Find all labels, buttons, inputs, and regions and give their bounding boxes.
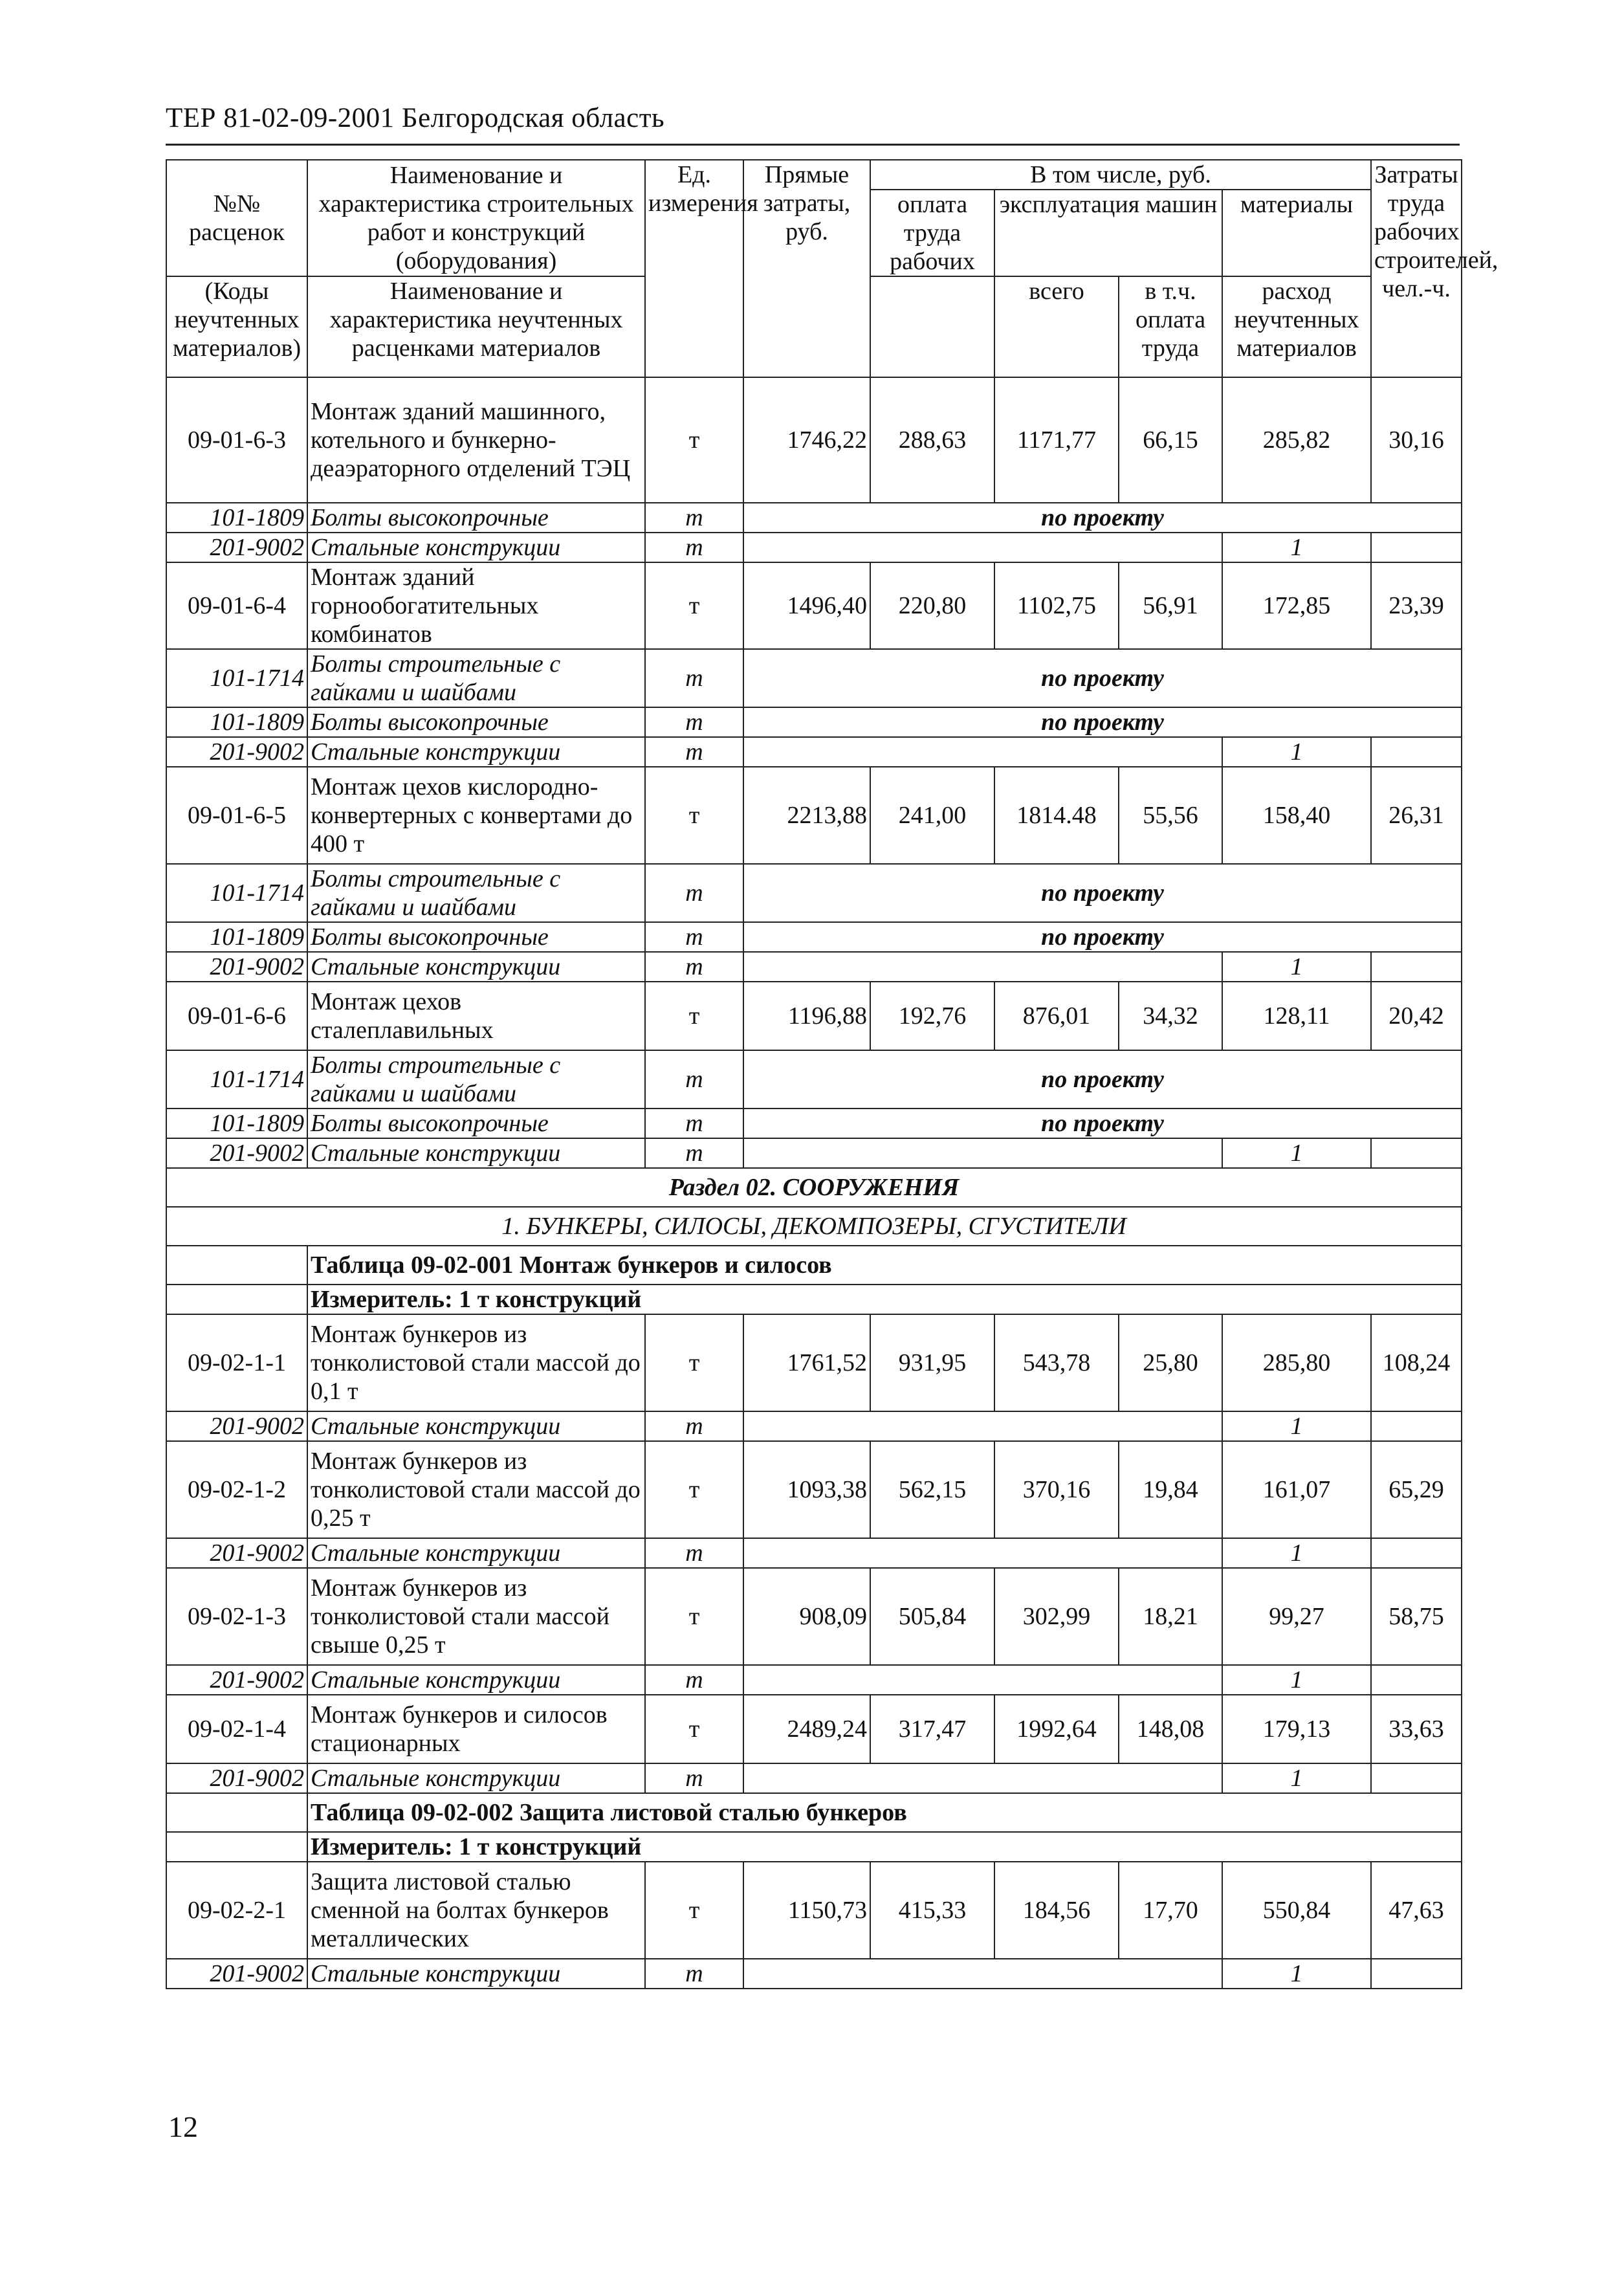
material-unit: т — [645, 1050, 743, 1108]
material-value: 1 — [1222, 1138, 1371, 1168]
rate-wages: 317,47 — [870, 1695, 994, 1763]
col-wages: оплата труда рабочих — [870, 190, 994, 276]
rate-materials: 99,27 — [1222, 1568, 1371, 1665]
rate-name: Монтаж бункеров из тонколистовой стали массой до 0,1 т — [307, 1314, 645, 1411]
rate-unit: т — [645, 982, 743, 1050]
rate-machines-wages: 56,91 — [1119, 562, 1222, 649]
col-name-bottom: Наименование и характеристика неучтенных расценками материалов — [307, 276, 645, 377]
rate-wages: 241,00 — [870, 767, 994, 864]
col-materials-usage: расход неучтенных материалов — [1222, 276, 1371, 377]
material-empty — [743, 1411, 1222, 1441]
table-title: Таблица 09-02-002 Защита листовой сталью бункеров — [307, 1793, 1462, 1832]
material-code: 201-9002 — [166, 1665, 307, 1695]
rate-machines: 543,78 — [994, 1314, 1119, 1411]
col-code-bottom: (Коды неучтенных материалов) — [166, 276, 307, 377]
material-empty — [743, 737, 1222, 767]
rate-materials: 128,11 — [1222, 982, 1371, 1050]
material-code: 101-1714 — [166, 649, 307, 707]
rate-machines-wages: 18,21 — [1119, 1568, 1222, 1665]
page-number: 12 — [168, 2110, 198, 2143]
rate-machines: 370,16 — [994, 1441, 1119, 1538]
material-name: Стальные конструкции — [307, 1763, 645, 1793]
material-code: 201-9002 — [166, 1138, 307, 1168]
rate-materials: 158,40 — [1222, 767, 1371, 864]
material-name: Стальные конструкции — [307, 737, 645, 767]
col-wages-empty — [870, 276, 994, 377]
col-materials: материалы — [1222, 190, 1371, 276]
col-unit: Ед. измерения — [645, 160, 743, 377]
material-value: по проекту — [743, 707, 1462, 737]
material-empty — [1371, 1138, 1462, 1168]
rate-direct: 1150,73 — [743, 1862, 870, 1959]
material-empty — [1371, 533, 1462, 562]
material-name: Болты строительные с гайками и шайбами — [307, 864, 645, 922]
rate-wages: 505,84 — [870, 1568, 994, 1665]
measure-spacer — [166, 1832, 307, 1862]
rate-machines: 184,56 — [994, 1862, 1119, 1959]
material-unit: т — [645, 922, 743, 952]
rate-machines: 1814.48 — [994, 767, 1119, 864]
material-name: Стальные конструкции — [307, 1411, 645, 1441]
material-name: Болты высокопрочные — [307, 707, 645, 737]
material-value: 1 — [1222, 1959, 1371, 1989]
rate-materials: 285,82 — [1222, 377, 1371, 503]
header-rule — [166, 144, 1460, 146]
material-code: 101-1714 — [166, 1050, 307, 1108]
material-unit: т — [645, 649, 743, 707]
material-unit: т — [645, 1959, 743, 1989]
rate-code: 09-01-6-3 — [166, 377, 307, 503]
material-empty — [1371, 1959, 1462, 1989]
rate-machines-wages: 55,56 — [1119, 767, 1222, 864]
material-value: 1 — [1222, 1538, 1371, 1568]
col-name-top: Наименование и характеристика строительных работ и конструкций (оборудования) — [307, 160, 645, 276]
table-title-spacer — [166, 1793, 307, 1832]
material-value: по проекту — [743, 649, 1462, 707]
rate-labor: 65,29 — [1371, 1441, 1462, 1538]
material-value: 1 — [1222, 1763, 1371, 1793]
rate-direct: 1496,40 — [743, 562, 870, 649]
rate-machines-wages: 148,08 — [1119, 1695, 1222, 1763]
rate-code: 09-02-1-1 — [166, 1314, 307, 1411]
col-labor: Затраты труда рабочих строителей, чел.-ч. — [1371, 160, 1462, 377]
material-name: Болты высокопрочные — [307, 1108, 645, 1138]
rate-name: Монтаж цехов сталеплавильных — [307, 982, 645, 1050]
rate-code: 09-02-1-2 — [166, 1441, 307, 1538]
rate-name: Монтаж зданий горнообогатительных комбинатов — [307, 562, 645, 649]
table-title: Таблица 09-02-001 Монтаж бункеров и силосов — [307, 1246, 1462, 1285]
material-empty — [743, 1665, 1222, 1695]
material-code: 101-1809 — [166, 922, 307, 952]
rate-direct: 1761,52 — [743, 1314, 870, 1411]
rate-machines: 1992,64 — [994, 1695, 1119, 1763]
material-value: 1 — [1222, 533, 1371, 562]
rate-labor: 33,63 — [1371, 1695, 1462, 1763]
rate-materials: 172,85 — [1222, 562, 1371, 649]
rate-code: 09-02-1-4 — [166, 1695, 307, 1763]
rate-direct: 1196,88 — [743, 982, 870, 1050]
rate-unit: т — [645, 1568, 743, 1665]
col-machines: эксплуатация машин — [994, 190, 1222, 276]
rate-labor: 20,42 — [1371, 982, 1462, 1050]
material-unit: т — [645, 1138, 743, 1168]
material-unit: т — [645, 707, 743, 737]
rate-machines: 876,01 — [994, 982, 1119, 1050]
rate-code: 09-02-1-3 — [166, 1568, 307, 1665]
rate-unit: т — [645, 1695, 743, 1763]
rate-materials: 550,84 — [1222, 1862, 1371, 1959]
material-unit: т — [645, 737, 743, 767]
material-name: Стальные конструкции — [307, 1665, 645, 1695]
col-incl: В том числе, руб. — [870, 160, 1371, 190]
material-empty — [1371, 1763, 1462, 1793]
rate-machines-wages: 19,84 — [1119, 1441, 1222, 1538]
material-code: 201-9002 — [166, 1959, 307, 1989]
material-name: Стальные конструкции — [307, 1138, 645, 1168]
material-value: по проекту — [743, 503, 1462, 533]
col-code-top: №№ расценок — [166, 160, 307, 276]
material-code: 201-9002 — [166, 533, 307, 562]
material-empty — [743, 1138, 1222, 1168]
subsection-title: 1. БУНКЕРЫ, СИЛОСЫ, ДЕКОМПОЗЕРЫ, СГУСТИТЕЛИ — [166, 1207, 1462, 1246]
material-unit: т — [645, 864, 743, 922]
material-value: 1 — [1222, 1411, 1371, 1441]
rate-materials: 161,07 — [1222, 1441, 1371, 1538]
material-empty — [743, 1763, 1222, 1793]
material-name: Болты строительные с гайками и шайбами — [307, 1050, 645, 1108]
col-direct: Прямые затраты, руб. — [743, 160, 870, 377]
measure-unit: Измеритель: 1 т конструкций — [307, 1832, 1462, 1862]
rate-labor: 23,39 — [1371, 562, 1462, 649]
material-empty — [743, 533, 1222, 562]
rate-labor: 26,31 — [1371, 767, 1462, 864]
rate-unit: т — [645, 767, 743, 864]
material-unit: т — [645, 1538, 743, 1568]
material-name: Болты строительные с гайками и шайбами — [307, 649, 645, 707]
rate-materials: 285,80 — [1222, 1314, 1371, 1411]
section-title: Раздел 02. СООРУЖЕНИЯ — [166, 1168, 1462, 1207]
rate-labor: 47,63 — [1371, 1862, 1462, 1959]
material-unit: т — [645, 1665, 743, 1695]
material-code: 101-1809 — [166, 707, 307, 737]
rate-unit: т — [645, 1441, 743, 1538]
rate-code: 09-01-6-6 — [166, 982, 307, 1050]
material-empty — [1371, 952, 1462, 982]
material-empty — [1371, 1411, 1462, 1441]
material-unit: т — [645, 952, 743, 982]
material-name: Стальные конструкции — [307, 1959, 645, 1989]
rate-machines-wages: 25,80 — [1119, 1314, 1222, 1411]
rate-wages: 562,15 — [870, 1441, 994, 1538]
material-code: 201-9002 — [166, 1763, 307, 1793]
material-code: 201-9002 — [166, 737, 307, 767]
table-title-spacer — [166, 1246, 307, 1285]
rate-direct: 908,09 — [743, 1568, 870, 1665]
material-code: 101-1714 — [166, 864, 307, 922]
rate-wages: 192,76 — [870, 982, 994, 1050]
material-code: 201-9002 — [166, 1411, 307, 1441]
material-name: Стальные конструкции — [307, 1538, 645, 1568]
rate-code: 09-01-6-4 — [166, 562, 307, 649]
rate-wages: 415,33 — [870, 1862, 994, 1959]
rate-name: Монтаж цехов кислородно-конвертерных с конвертами до 400 т — [307, 767, 645, 864]
rate-wages: 288,63 — [870, 377, 994, 503]
measure-spacer — [166, 1285, 307, 1314]
document-header: ТЕР 81-02-09-2001 Белгородская область — [166, 103, 665, 133]
rate-unit: т — [645, 1862, 743, 1959]
material-value: по проекту — [743, 1050, 1462, 1108]
material-value: по проекту — [743, 864, 1462, 922]
price-table — [166, 159, 1498, 1989]
material-value: 1 — [1222, 1665, 1371, 1695]
rate-machines: 302,99 — [994, 1568, 1119, 1665]
rate-labor: 108,24 — [1371, 1314, 1462, 1411]
measure-unit: Измеритель: 1 т конструкций — [307, 1285, 1462, 1314]
rate-wages: 220,80 — [870, 562, 994, 649]
material-name: Болты высокопрочные — [307, 922, 645, 952]
rate-name: Монтаж зданий машинного, котельного и бункерно-деаэраторного отделений ТЭЦ — [307, 377, 645, 503]
material-empty — [743, 952, 1222, 982]
rate-name: Монтаж бункеров из тонколистовой стали массой свыше 0,25 т — [307, 1568, 645, 1665]
rate-machines-wages: 66,15 — [1119, 377, 1222, 503]
material-value: 1 — [1222, 737, 1371, 767]
material-unit: т — [645, 1108, 743, 1138]
material-name: Болты высокопрочные — [307, 503, 645, 533]
material-empty — [1371, 737, 1462, 767]
material-empty — [743, 1538, 1222, 1568]
material-value: по проекту — [743, 1108, 1462, 1138]
material-code: 201-9002 — [166, 1538, 307, 1568]
rate-wages: 931,95 — [870, 1314, 994, 1411]
material-empty — [743, 1959, 1222, 1989]
rate-materials: 179,13 — [1222, 1695, 1371, 1763]
rate-unit: т — [645, 377, 743, 503]
rate-labor: 30,16 — [1371, 377, 1462, 503]
rate-direct: 2213,88 — [743, 767, 870, 864]
rate-direct: 2489,24 — [743, 1695, 870, 1763]
rate-name: Монтаж бункеров из тонколистовой стали массой до 0,25 т — [307, 1441, 645, 1538]
rate-unit: т — [645, 562, 743, 649]
material-unit: т — [645, 503, 743, 533]
material-unit: т — [645, 1763, 743, 1793]
rate-unit: т — [645, 1314, 743, 1411]
rate-code: 09-02-2-1 — [166, 1862, 307, 1959]
material-code: 101-1809 — [166, 503, 307, 533]
material-value: по проекту — [743, 922, 1462, 952]
material-name: Стальные конструкции — [307, 952, 645, 982]
rate-direct: 1746,22 — [743, 377, 870, 503]
material-empty — [1371, 1538, 1462, 1568]
rate-name: Монтаж бункеров и силосов стационарных — [307, 1695, 645, 1763]
material-unit: т — [645, 1411, 743, 1441]
rate-machines-wages: 17,70 — [1119, 1862, 1222, 1959]
rate-machines-wages: 34,32 — [1119, 982, 1222, 1050]
material-name: Стальные конструкции — [307, 533, 645, 562]
rate-machines: 1171,77 — [994, 377, 1119, 503]
material-code: 201-9002 — [166, 952, 307, 982]
rate-name: Защита листовой сталью сменной на болтах бункеров металлических — [307, 1862, 645, 1959]
material-value: 1 — [1222, 952, 1371, 982]
rate-machines: 1102,75 — [994, 562, 1119, 649]
rate-labor: 58,75 — [1371, 1568, 1462, 1665]
col-machines-wages: в т.ч. оплата труда — [1119, 276, 1222, 377]
material-unit: т — [645, 533, 743, 562]
material-code: 101-1809 — [166, 1108, 307, 1138]
material-empty — [1371, 1665, 1462, 1695]
rate-direct: 1093,38 — [743, 1441, 870, 1538]
rate-code: 09-01-6-5 — [166, 767, 307, 864]
col-machines-total: всего — [994, 276, 1119, 377]
